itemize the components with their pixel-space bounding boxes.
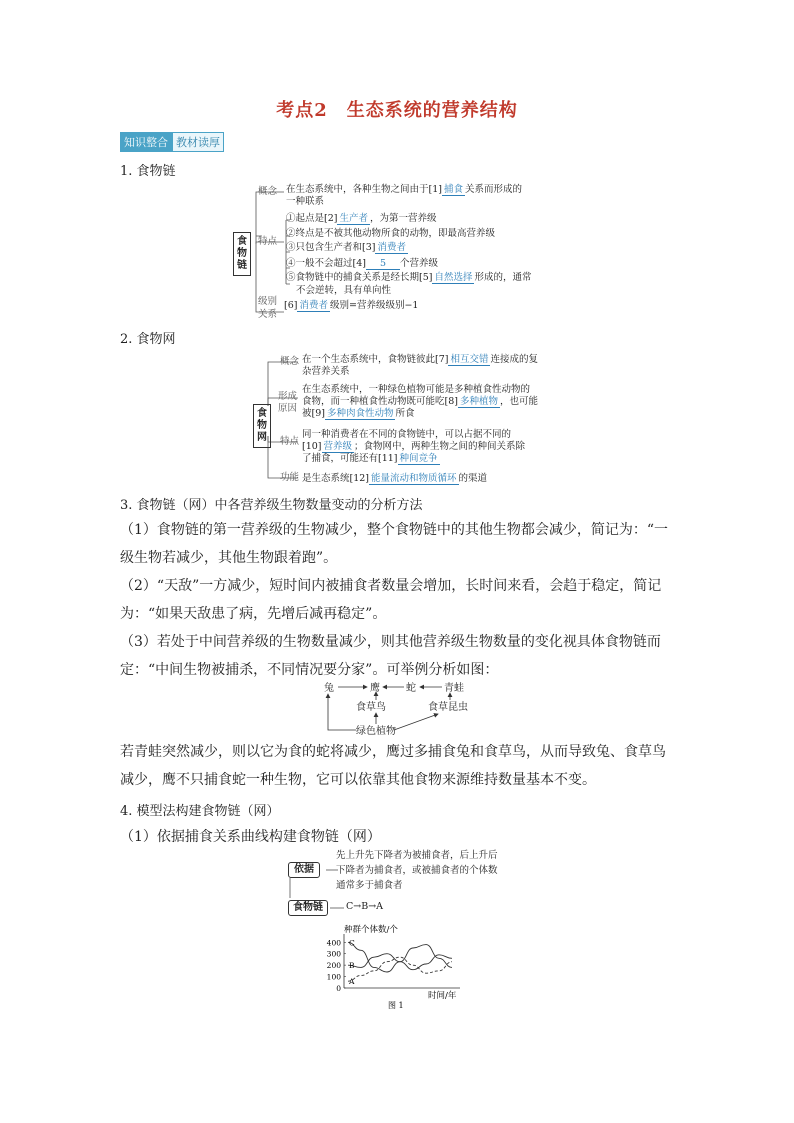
series-line-C [348,942,452,972]
chart-xlabel: 时间/年 [428,991,457,1001]
para-1b: 级生物若减少，其他生物跟着跑”。 [120,550,338,566]
node-plant: 绿色植物 [356,726,396,737]
web-feature-3: 了捕食，可能还有[11] 种间竞争 [302,453,438,464]
feature-3: ③只包含生产者和[3] 消费者 [286,242,406,253]
food-web-example [310,678,490,742]
web-feature-label: 特点 [280,436,300,447]
section-4-sub1: （1）依据捕食关系曲线构建食物链（网） [120,829,381,845]
chain-result: C→B→A [346,901,384,912]
food-web-root: 食物网 [253,404,271,448]
feature-5: ⑤食物链中的捕食关系是经长期[5] 自然选择 形成的，通常 [286,272,532,283]
basis-line-2: 下降者为捕食者，或被捕食者的个体数 [336,865,498,876]
web-concept-1: 在一个生态系统中，食物链彼此[7] 相互交错 连接成的复 [302,354,538,365]
feature-2: ②终点是不被其他动物所食的动物，即最高营养级 [286,228,496,239]
concept-line2: 一种联系 [286,196,325,207]
concept-label: 概念 [258,186,278,197]
section-3-paragraphs [120,516,700,684]
feature-5b: 不会逆转，具有单向性 [296,285,392,296]
section-3-heading: 3. 食物链（网）中各营养级生物数量变动的分析方法 [120,498,423,513]
badge-left: 知识整合 [120,132,172,152]
section-1-heading: 1. 食物链 [120,164,176,179]
web-concept-2: 杂营养关系 [302,366,350,377]
node-insect: 食草昆虫 [428,702,468,713]
series-label-B: B [349,961,355,971]
reason-1: 在生态系统中，一种绿色植物可能是多种植食性动物的 [302,384,531,395]
food-chain-root: 食物链 [233,232,251,276]
feature-1: ①起点是[2] 生产者 ，为第一营养级 [286,213,437,224]
node-snake: 蛇 [406,683,416,694]
web-function: 是生态系统[12] 能量流动和物质循环 的渠道 [302,473,488,484]
basis-line-1: 先上升先下降者为被捕食者，后上升后 [336,850,498,861]
level-label-1: 级别 [258,296,278,307]
level-line: [6] 消费者 级别=营养级级别−1 [284,300,419,311]
node-bird: 食草鸟 [356,702,386,713]
web-feature-1: 同一种消费者在不同的食物链中，可以占据不同的 [302,429,512,440]
form-label-1: 形成 [278,391,298,402]
form-label-2: 原因 [278,403,298,414]
section-badge [120,132,224,152]
reason-3: 被[9] 多种肉食性动物 所食 [302,408,415,419]
y-tick-label: 200 [326,961,341,971]
page-title: 考点2 生态系统的营养结构 [276,100,518,121]
feature-4: ④一般不会超过[4] 5 个营养级 [286,258,439,269]
basis-line-3: 通常多于捕食者 [336,880,403,891]
chart-caption: 图 1 [388,1001,404,1010]
reason-2: 食物，而一种植食性动物既可能吃[8] 多种植物 ，也可能 [302,396,538,407]
func-label: 功能 [280,472,300,483]
feature-label: 特点 [258,236,278,247]
series-line-A [348,957,452,981]
node-frog: 青蛙 [444,683,464,694]
chart-axes [327,934,460,993]
chain-box: 食物链 [288,900,328,916]
para-3b: 定：“中间生物被捕杀，不同情况要分家”。可举例分析如图： [120,662,499,678]
series-label-A: A [349,977,355,987]
population-chart [320,922,470,1012]
concept-line1: 在生态系统中，各种生物之间由于[1] 捕食 关系而形成的 [286,184,522,195]
y-tick-label: 100 [326,972,341,982]
badge-right: 教材读厚 [172,132,224,152]
para-4a: 若青蛙突然减少，则以它为食的蛇将减少，鹰过多捕食兔和食草鸟，从而导致兔、食草鸟 [120,744,666,760]
para-1a: （1）食物链的第一营养级的生物减少，整个食物链中的其他生物都会减少，简记为：“一 [120,522,669,538]
y-tick-label: 0 [336,984,341,993]
para-2b: 为：“如果天敌患了病，先增后减再稳定”。 [120,606,387,622]
section-4-heading: 4. 模型法构建食物链（网） [120,804,280,819]
chart-ylabel: 种群个体数/个 [344,925,398,935]
section-2-heading: 2. 食物网 [120,332,176,347]
para-2a: （2）“天敌”一方减少，短时间内被捕食者数量会增加，长时间来看，会趋于稳定，简记 [120,578,662,594]
chart-lines [348,938,452,986]
y-tick-label: 300 [326,949,341,959]
web-concept-label: 概念 [280,356,300,367]
node-hawk: 鹰 [370,683,380,694]
para-4b: 减少，鹰不只捕食蛇一种生物，它可以依靠其他食物来源维持数量基本不变。 [120,772,596,788]
y-tick-label: 400 [326,938,341,948]
level-label-2: 关系 [258,309,278,320]
node-rabbit: 兔 [324,683,334,694]
web-feature-2: [10] 营养级 ；食物网中，两种生物之间的种间关系除 [302,441,526,452]
para-3a: （3）若处于中间营养级的生物数量减少，则其他营养级生物数量的变化视具体食物链而 [120,634,661,650]
series-label-C: C [349,938,355,948]
section-3-conclusion [120,738,700,794]
basis-box: 依据 [288,862,320,878]
series-line-B [348,954,452,970]
